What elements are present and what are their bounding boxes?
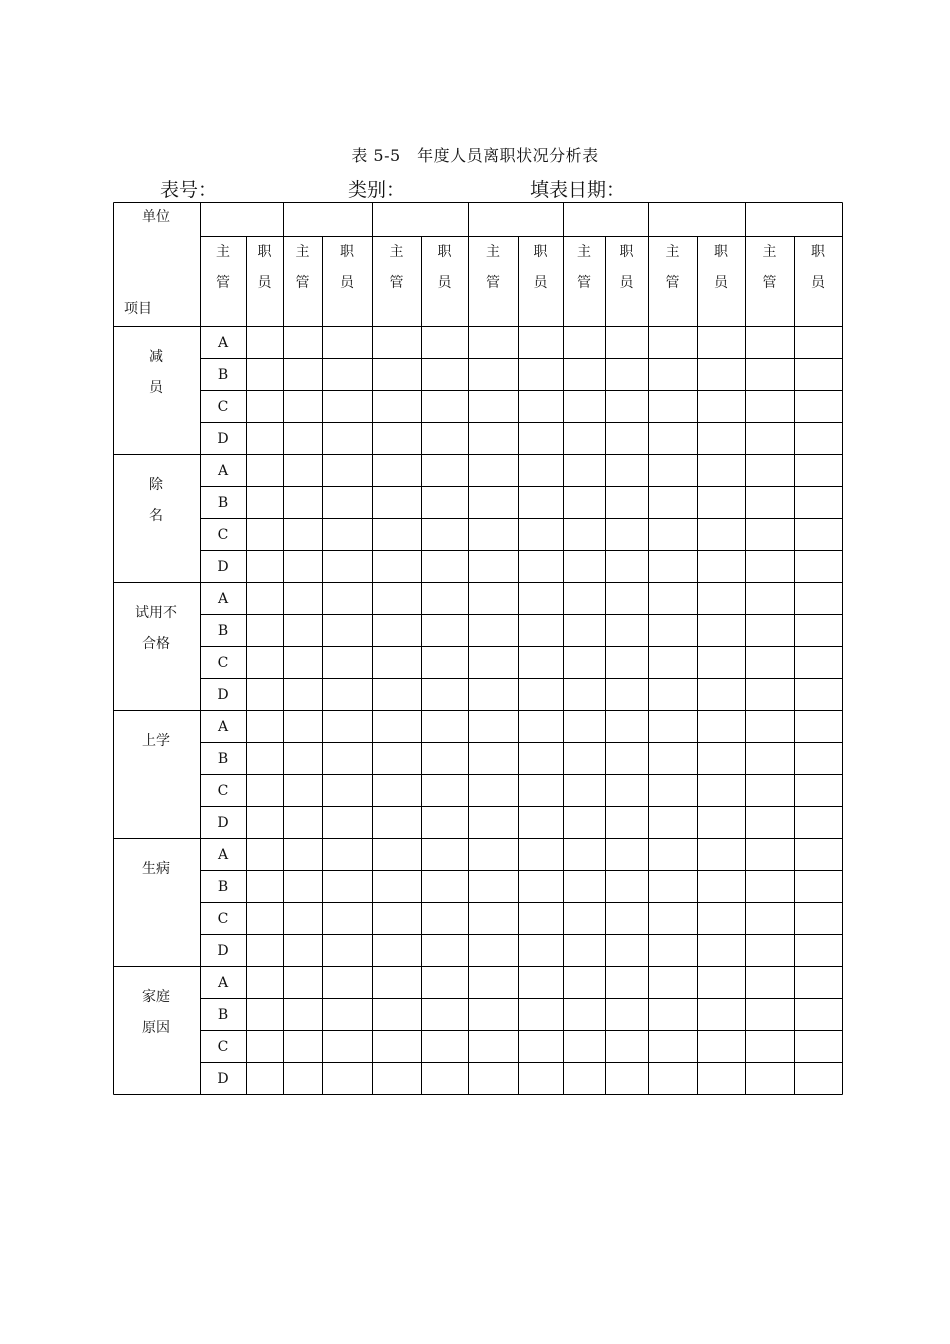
supervisor-header: 管 [577,275,591,291]
staff-header: 职 [714,244,728,260]
supervisor-header: 管 [762,275,777,291]
staff-header: 员 [619,275,634,291]
grade-label: B [217,751,229,767]
supervisor-header: 主 [665,244,680,260]
grade-label: C [217,911,229,927]
grade-label: A [217,463,229,479]
grade-label: D [217,815,229,831]
supervisor-header: 主 [762,244,777,260]
reason-label: 试用不 [135,605,177,621]
supervisor-header: 主 [295,244,310,260]
staff-header: 员 [257,275,272,291]
grade-label: A [217,719,229,735]
grade-label: A [217,975,229,991]
grade-label: D [217,1071,229,1087]
grade-label: B [217,879,229,895]
supervisor-header: 管 [389,275,404,291]
supervisor-header: 管 [486,275,500,291]
staff-header: 员 [811,275,825,291]
corner-unit-label: 单位 [142,209,170,225]
grade-label: B [217,1007,229,1023]
supervisor-header: 主 [216,244,230,260]
reason-label: 名 [149,508,163,524]
staff-header: 员 [533,275,548,291]
corner-item-label: 项目 [124,301,152,317]
supervisor-header: 主 [389,244,404,260]
reason-label: 生病 [142,861,170,877]
grade-label: C [217,399,229,415]
reason-label: 减 [149,349,163,365]
grade-label: C [217,783,229,799]
grade-label: C [217,1039,229,1055]
supervisor-header: 管 [295,275,310,291]
grade-label: A [217,847,229,863]
staff-header: 员 [340,275,354,291]
reason-label: 家庭 [142,989,170,1005]
grade-label: B [217,623,229,639]
reason-label: 除 [149,477,163,493]
grade-label: D [217,687,229,703]
staff-header: 职 [619,244,634,260]
grade-label: C [217,527,229,543]
form-number-label: 表号： [160,179,218,201]
grade-label: D [217,431,229,447]
staff-header: 职 [340,244,354,260]
grade-label: B [217,367,229,383]
grade-label: D [217,559,229,575]
staff-header: 职 [257,244,272,260]
supervisor-header: 主 [486,244,500,260]
grade-label: C [217,655,229,671]
table-title: 表 5-5 年度人员离职状况分析表 [351,146,599,165]
reason-label: 合格 [142,636,170,652]
supervisor-header: 管 [216,275,230,291]
fill-date-label: 填表日期： [530,179,626,201]
grade-label: D [217,943,229,959]
staff-header: 职 [811,244,825,260]
grade-label: A [217,591,229,607]
reason-label: 员 [149,380,163,396]
staff-header: 职 [533,244,548,260]
staff-header: 职 [437,244,452,260]
grade-label: A [217,335,229,351]
reason-label: 上学 [142,733,170,749]
grade-label: B [217,495,229,511]
staff-header: 员 [714,275,728,291]
supervisor-header: 主 [577,244,591,260]
reason-label: 原因 [142,1020,170,1036]
category-label: 类别： [348,179,406,201]
supervisor-header: 管 [665,275,680,291]
staff-header: 员 [437,275,452,291]
